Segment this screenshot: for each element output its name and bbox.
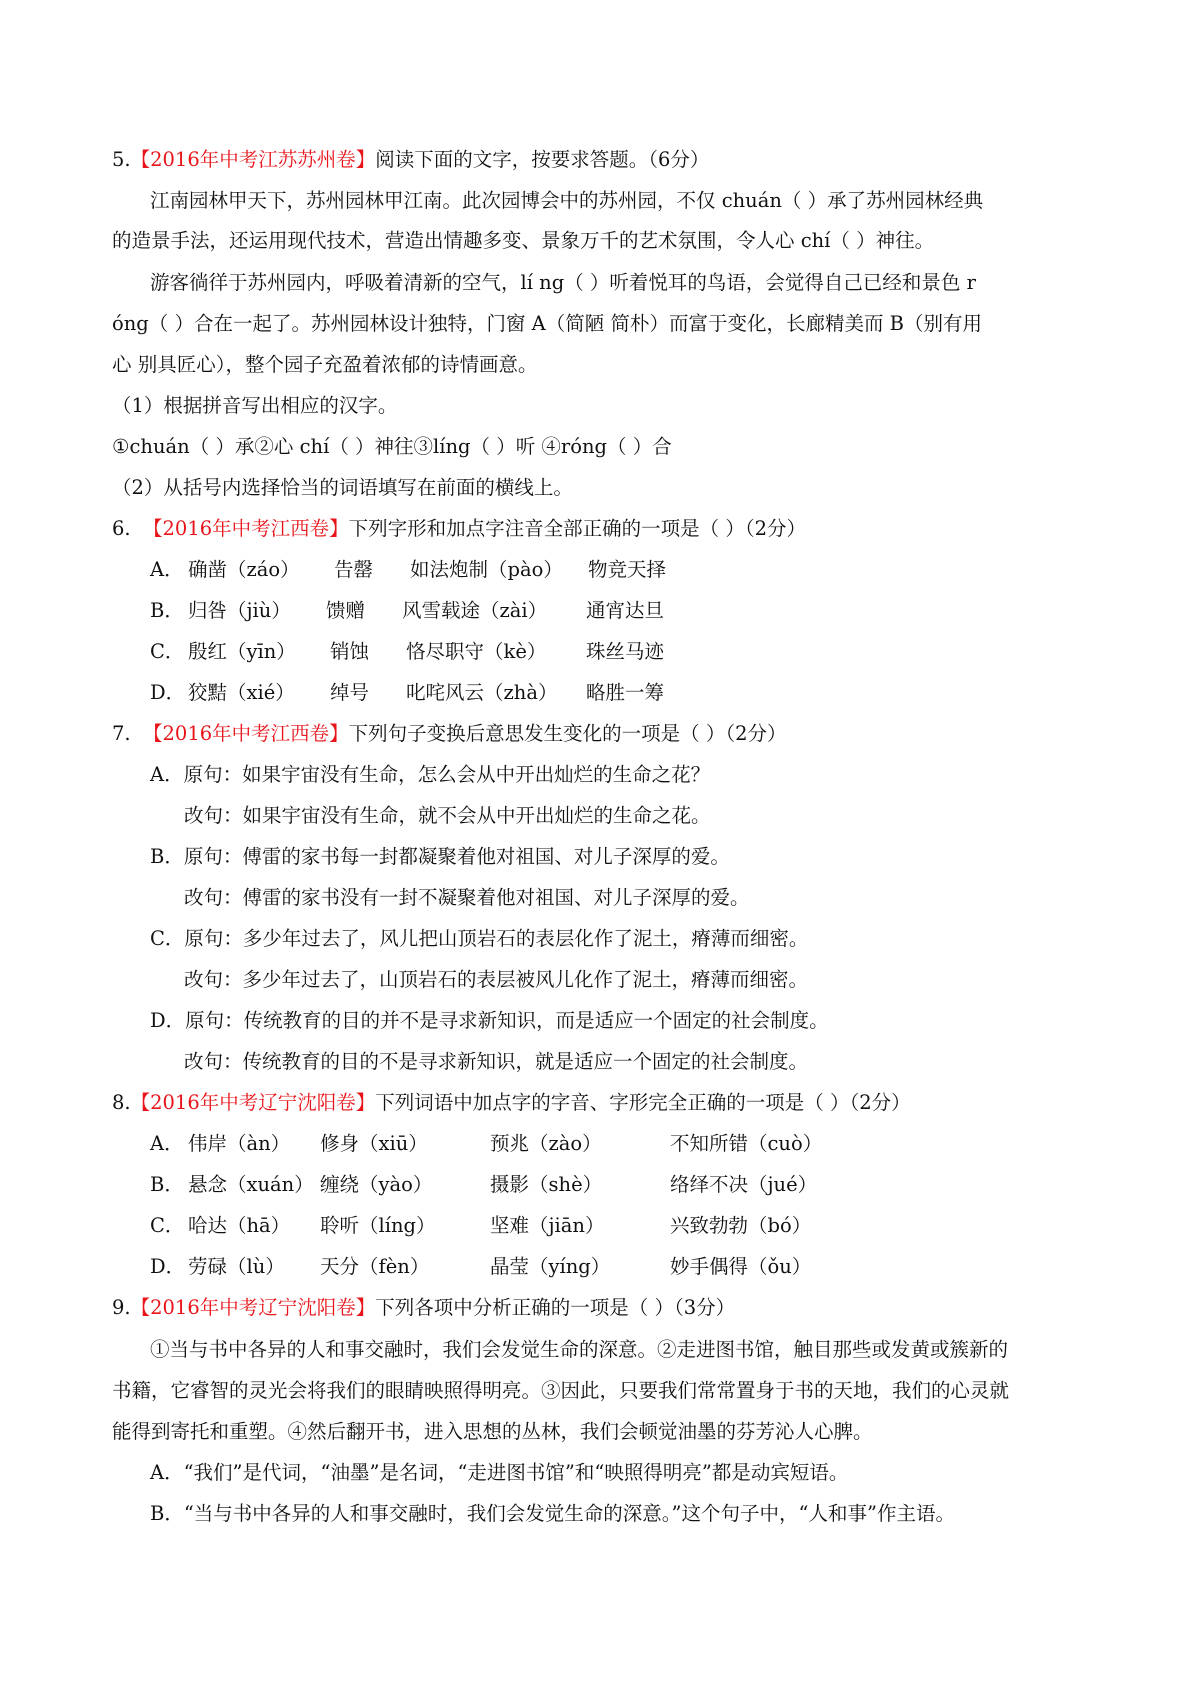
option-item: 劳碌（lù） [188,1255,285,1278]
option-row [150,1008,829,1034]
option-row [150,762,710,788]
option-item: 恪尽职守（kè） [406,640,547,663]
option-item: 坚难（jiān） [490,1214,605,1237]
changed-sentence: 改句：传统教育的目的不是寻求新知识，就是适应一个固定的社会制度。 [184,1050,809,1073]
option-row [150,598,665,624]
passage-line: 的造景手法，还运用现代技术，营造出情趣多变、景象万千的艺术氛围，令人心 chí（ ）神往。 [112,229,935,252]
option-row [150,1131,823,1157]
changed-sentence: 改句：如果宇宙没有生命，就不会从中开出灿烂的生命之花。 [184,804,711,827]
option-item: 如法炮制（pào） [410,558,563,581]
option-letter: D． [150,1009,186,1032]
question-stem: 阅读下面的文字，按要求答题。（6分） [375,148,710,171]
sub-question-1: （1）根据拼音写出相应的汉字。 [112,394,398,417]
passage-line: 心 别具匠心），整个园子充盈着浓郁的诗情画意。 [112,353,538,376]
question-source: 【2016年中考江西卷】 [143,722,349,745]
option-item: 略胜一筹 [586,681,665,704]
option-item: 不知所错（cuò） [670,1132,823,1155]
passage-line: 江南园林甲天下，苏州园林甲江南。此次园博会中的苏州园，不仅 chuán（ ）承了苏州园林经典 [150,189,984,212]
option-item: 馈赠 [326,599,366,622]
question-number: 8. [112,1091,131,1114]
option-letter: C． [150,640,185,663]
changed-sentence: 改句：傅雷的家书没有一封不凝聚着他对祖国、对儿子深厚的爱。 [184,886,750,909]
changed-sentence: 改句：多少年过去了，山顶岩石的表层被风儿化作了泥土，瘠薄而细密。 [184,968,809,991]
option-letter: A． [150,763,184,786]
option-item: 殷红（yīn） [188,640,296,663]
option-row [150,639,665,665]
question-stem: 下列字形和加点字注音全部正确的一项是（ ）（2分） [348,517,807,540]
option-item: 物竞天择 [588,558,667,581]
option-item: 缠绕（yào） [320,1173,433,1196]
question-6-header [112,516,806,542]
option-item: 珠丝马迹 [586,640,665,663]
question-5-header [112,147,709,173]
option-row [150,557,667,583]
option-item: 预兆（zào） [490,1132,602,1155]
question-number: 7. [112,722,131,745]
option-item: 销蚀 [330,640,370,663]
option-item: 摄影（shè） [490,1173,603,1196]
option-item: 悬念（xuán） [188,1173,314,1196]
option-letter: D． [150,1255,186,1278]
option-item: 绰号 [330,681,370,704]
option-item: 聆听（líng） [320,1214,436,1237]
option-item: 狡黠（xié） [188,681,295,704]
sub-question-2: （2）从括号内选择恰当的词语填写在前面的横线上。 [112,476,573,499]
option-item: 风雪载途（zài） [402,599,548,622]
option-letter: A． [150,1132,184,1155]
sub-question-1-answer: ①chuán（ ）承②心 chí（ ）神往③líng（ ）听 ④róng（ ）合 [112,435,672,458]
option-b: B．“当与书中各异的人和事交融时，我们会发觉生命的深意。”这个句子中，“人和事”作主语。 [150,1502,955,1525]
option-row [150,680,665,706]
option-item: 修身（xiū） [320,1132,428,1155]
option-letter: B． [150,845,184,868]
option-item: 兴致勃勃（bó） [670,1214,812,1237]
option-item: 晶莹（yíng） [490,1255,611,1278]
option-row [150,1254,812,1280]
option-a: A．“我们”是代词，“油墨”是名词，“走进图书馆”和“映照得明亮”都是动宾短语。 [150,1461,849,1484]
option-row [150,844,730,870]
question-9-header [112,1295,735,1321]
option-letter: C． [150,927,185,950]
option-row [150,926,808,952]
option-letter: C． [150,1214,185,1237]
question-stem: 下列各项中分析正确的一项是（ ）（3分） [375,1296,736,1319]
question-source: 【2016年中考江西卷】 [143,517,349,540]
option-item: 叱咤风云（zhà） [406,681,558,704]
question-7-header [112,721,787,747]
passage-line: 能得到寄托和重塑。④然后翻开书，进入思想的丛林，我们会顿觉油墨的芬芳沁人心脾。 [112,1420,873,1443]
original-sentence: 原句：多少年过去了，风儿把山顶岩石的表层化作了泥土，瘠薄而细密。 [184,927,809,950]
original-sentence: 原句：傅雷的家书每一封都凝聚着他对祖国、对儿子深厚的爱。 [183,845,730,868]
option-row [150,1213,812,1239]
option-item: 妙手偶得（ǒu） [670,1255,812,1278]
passage-line: ①当与书中各异的人和事交融时，我们会发觉生命的深意。②走进图书馆，触目那些或发黄或簇新的 [150,1338,1009,1361]
question-8-header [112,1090,911,1116]
option-letter: D． [150,681,186,704]
option-item: 确凿（záo） [188,558,300,581]
option-letter: A． [150,558,184,581]
option-row [150,1172,818,1198]
question-number: 6. [112,517,131,540]
passage-line: 书籍，它睿智的灵光会将我们的眼睛映照得明亮。③因此，只要我们常常置身于书的天地，我们的心灵就 [112,1379,1010,1402]
option-item: 哈达（hā） [188,1214,291,1237]
question-stem: 下列句子变换后意思发生变化的一项是（ ）（2分） [348,722,787,745]
question-source: 【2016年中考辽宁沈阳卷】 [130,1296,376,1319]
option-item: 告罄 [334,558,374,581]
passage-line: óng（ ）合在一起了。苏州园林设计独特，门窗 A（简陋 简朴）而富于变化，长廊精美而 B（别有用 [112,312,982,335]
option-item: 络绎不决（jué） [670,1173,818,1196]
question-stem: 下列词语中加点字的字音、字形完全正确的一项是（ ）（2分） [375,1091,911,1114]
question-number: 5. [112,148,131,171]
option-item: 天分（fèn） [320,1255,430,1278]
question-source: 【2016年中考辽宁沈阳卷】 [130,1091,376,1114]
option-item: 通宵达旦 [586,599,665,622]
question-number: 9. [112,1296,131,1319]
option-item: 伟岸（àn） [188,1132,291,1155]
passage-line: 游客徜徉于苏州园内，呼吸着清新的空气，lí ng（ ）听着悦耳的鸟语，会觉得自己已经和景色 r [150,271,976,294]
option-letter: B． [150,599,184,622]
original-sentence: 原句：传统教育的目的并不是寻求新知识，而是适应一个固定的社会制度。 [185,1009,829,1032]
option-letter: B． [150,1173,184,1196]
option-item: 归咎（jiù） [188,599,291,622]
question-source: 【2016年中考江苏苏州卷】 [130,148,376,171]
original-sentence: 原句：如果宇宙没有生命，怎么会从中开出灿烂的生命之花？ [183,763,711,786]
